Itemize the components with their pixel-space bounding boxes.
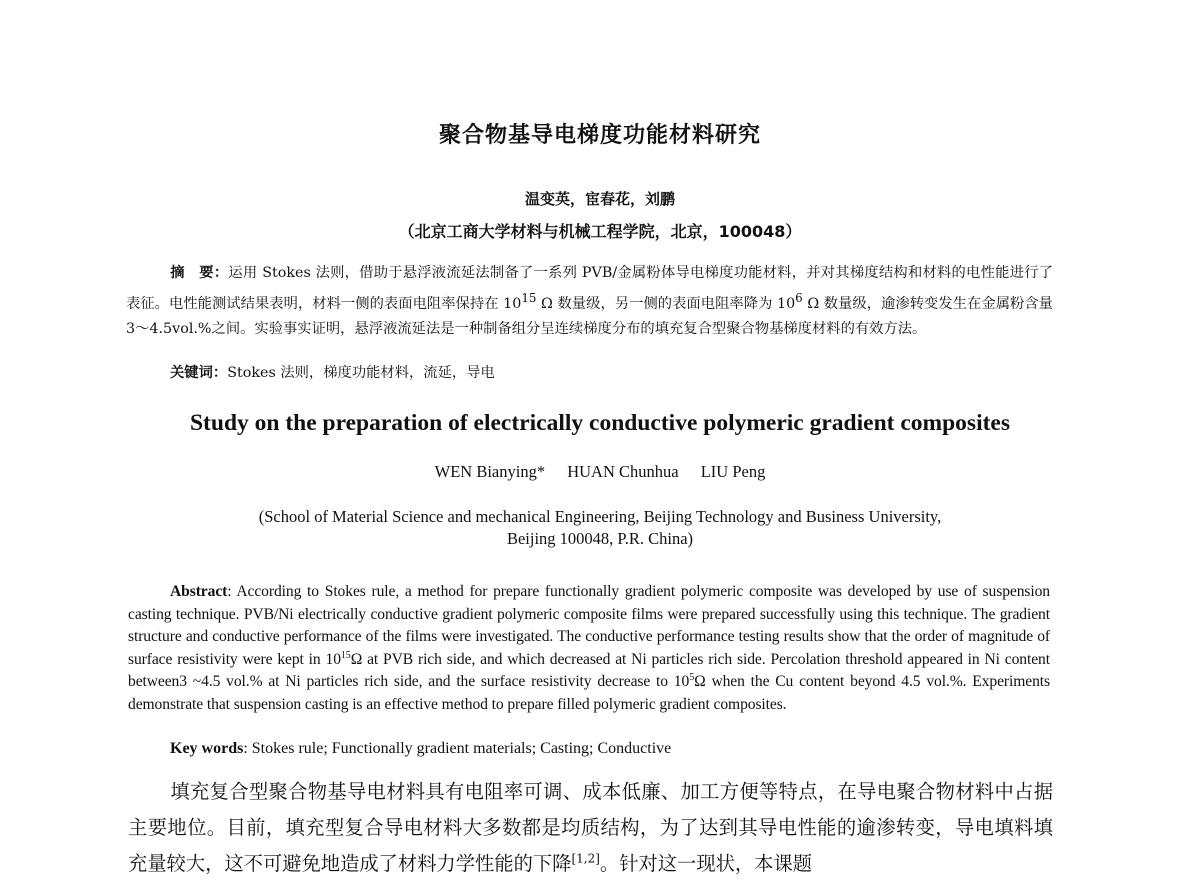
body-text-1: 填充复合型聚合物基导电材料具有电阻率可调、成本低廉、加工方便等特点，在导电聚合物材料中占据主要地位。目前，填充型复合导电材料大多数都是均质结构，为了达到其导电性能的逾渗转变，导电填料填充量较大，这不可避免地造成了材料力学性能的下降 xyxy=(128,780,1053,875)
chinese-abstract-text-1: 运用 Stokes 法则，借助于悬浮液流延法制备了一系列 PVB/金属粉体导电梯度功能材料，并对其梯度结构和材料的电性能进行了表征。电性能测试结果表明，材料一侧的表面电阻率保持在 10 xyxy=(126,265,1054,312)
chinese-authors: 温变英，宦春花，刘鹏 xyxy=(524,190,675,208)
body-paragraph xyxy=(128,774,1053,882)
chinese-abstract-sup-1: 15 xyxy=(521,291,537,305)
english-affiliation-line-1: (School of Material Science and mechanical Engineering, Beijing Technology and Business University, xyxy=(258,507,942,526)
english-affiliation xyxy=(0,506,1200,550)
english-abstract-sup-1: 15 xyxy=(340,649,351,661)
english-keywords-label: Key words xyxy=(170,740,244,757)
chinese-abstract-text-3: Ω 数量级，逾渗转变发生在金属粉含量 3～4.5vol.%之间。实验事实证明，悬浮液流延法是一种制备组分呈连续梯度分布的填充复合型聚合物基梯度材料的有效方法。 xyxy=(126,295,1053,337)
chinese-abstract-label: 摘 要： xyxy=(170,265,229,281)
chinese-keywords-label: 关键词： xyxy=(170,365,228,381)
english-keywords xyxy=(170,737,1050,761)
chinese-affiliation: （北京工商大学材料与机械工程学院，北京，100048） xyxy=(398,222,802,241)
body-text-2: 。针对这一现状，本课题 xyxy=(599,852,813,875)
english-abstract-text-3: Ω when the Cu content beyond 4.5 vol.%. Experiments demonstrate that suspension casting is an effective method to prepare filled polymeric gradient composites. xyxy=(128,673,1050,713)
chinese-abstract-sup-2: 6 xyxy=(795,291,803,305)
english-abstract-text-1: : According to Stokes rule, a method for prepare functionally gradient polymeric composite was developed by use of suspension casting technique. PVB/Ni electrically conductive gradient polymeric composite films were prepared successfully using this technique. The gradient structure and conductive performance of the films were investigated. The conductive performance testing results show that the order of magnitude of surface resistivity were kept in 10 xyxy=(128,583,1050,668)
english-abstract-text-2: Ω at PVB rich side, and which decreased at Ni particles rich side. Percolation threshold appeared in Ni content between3 ~4.5 vol.% at Ni particles rich side, and the surface resistivity decrease to 10 xyxy=(128,650,1050,690)
english-abstract-label: Abstract xyxy=(170,583,228,600)
chinese-title: 聚合物基导电梯度功能材料研究 xyxy=(438,123,761,148)
author-2: HUAN Chunhua xyxy=(567,462,679,481)
english-title: Study on the preparation of electrically conductive polymeric gradient composites xyxy=(189,410,1010,436)
body-citation: [1,2] xyxy=(571,851,600,866)
english-keywords-text: : Stokes rule; Functionally gradient materials; Casting; Conductive xyxy=(243,740,672,757)
english-abstract-sup-2: 5 xyxy=(689,671,695,683)
author-1: WEN Bianying* xyxy=(434,462,546,481)
english-authors xyxy=(0,462,1200,482)
chinese-abstract-text-2: Ω 数量级，另一侧的表面电阻率降为 10 xyxy=(536,295,796,312)
chinese-abstract xyxy=(126,261,1053,342)
english-affiliation-line-2: Beijing 100048, P.R. China) xyxy=(506,529,694,548)
author-3: LIU Peng xyxy=(700,462,766,481)
chinese-keywords-text: Stokes 法则，梯度功能材料，流延，导电 xyxy=(227,365,495,381)
chinese-keywords xyxy=(170,361,1050,386)
english-abstract xyxy=(128,581,1050,716)
